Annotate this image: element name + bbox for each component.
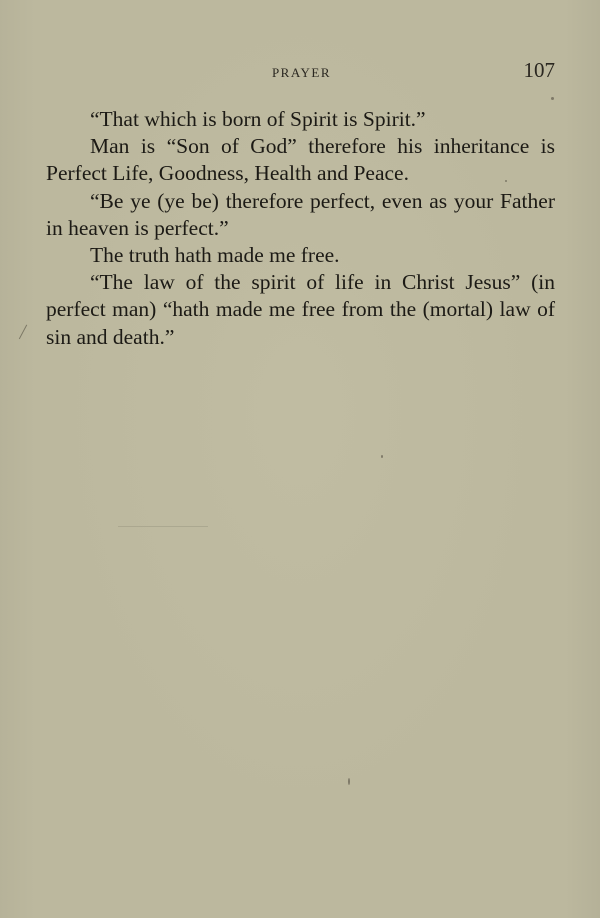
paper-speck bbox=[381, 455, 383, 458]
paper-speck bbox=[348, 778, 350, 785]
paragraph: “That which is born of Spirit is Spirit.” bbox=[90, 107, 426, 131]
paragraph: Man is “Son of God” therefore his inheritance is Perfect Life, Goodness, Health and Peace. bbox=[46, 134, 555, 186]
section-title: PRAYER bbox=[271, 65, 332, 80]
paragraph: “The law of the spirit of life in Christ Jesus” (in perfect man) “hath made me free from the (mortal) law of sin and death.” bbox=[46, 270, 555, 349]
body-text bbox=[46, 106, 555, 351]
margin-pencil-mark bbox=[19, 325, 35, 344]
paragraph: The truth hath made me free. bbox=[90, 243, 340, 268]
page-number: 107 bbox=[523, 58, 555, 82]
paper-speck bbox=[551, 97, 554, 100]
paper-speck bbox=[505, 180, 507, 182]
running-header bbox=[48, 58, 555, 88]
paper-crease bbox=[118, 526, 208, 527]
paragraph: “Be ye (ye be) therefore perfect, even as your Father in heaven is perfect.” bbox=[46, 188, 555, 240]
